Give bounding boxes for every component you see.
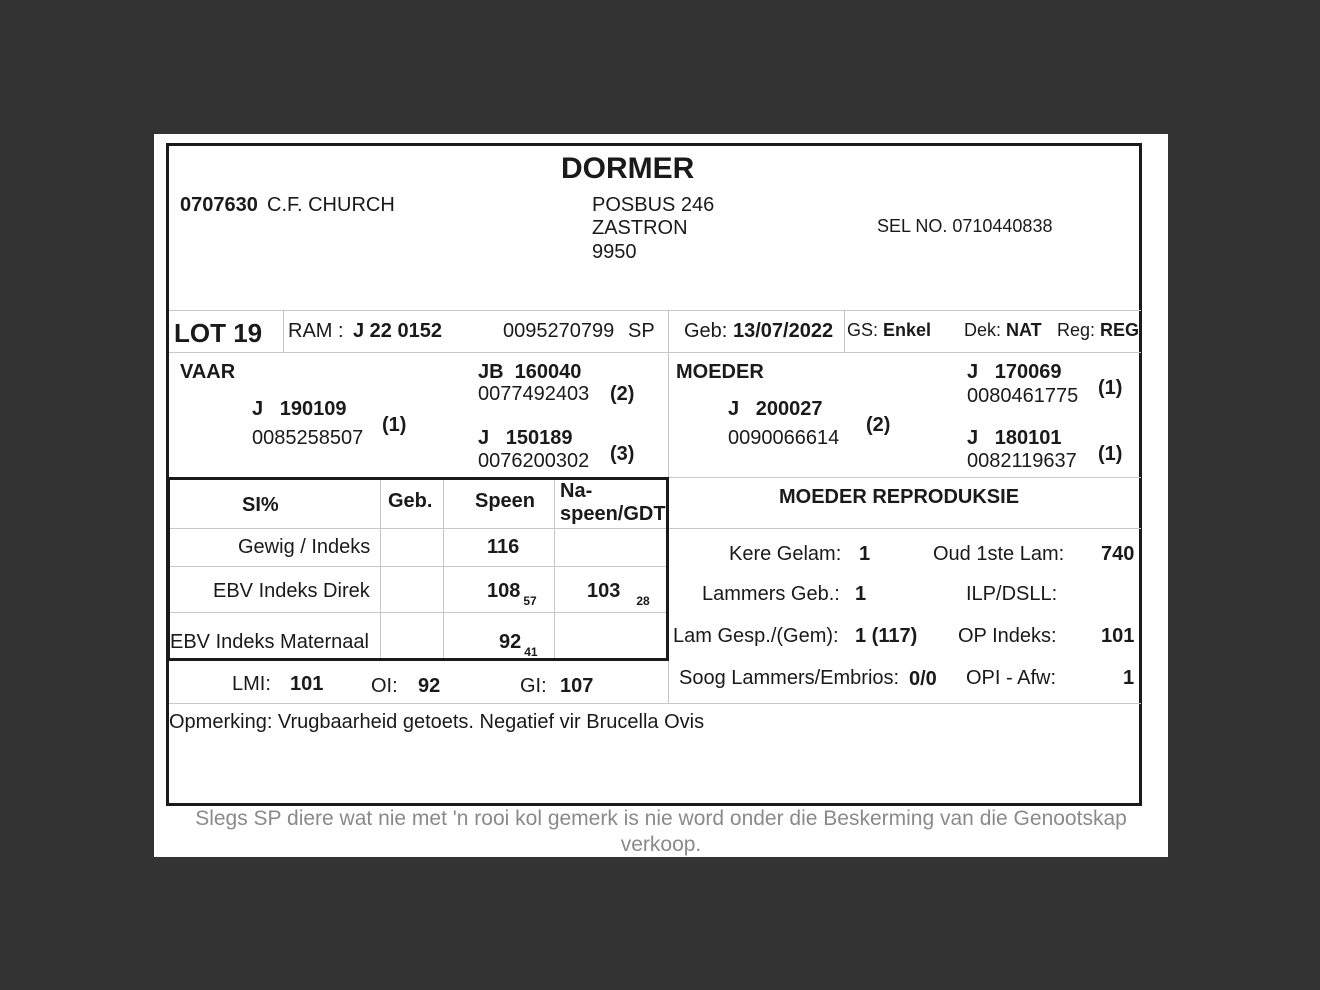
dam-count: (2) (866, 414, 891, 436)
grandsire-1-id: JB 160040 (478, 361, 582, 383)
sp-status: SP (628, 320, 655, 342)
gi-value: 107 (560, 675, 594, 697)
lmi-value: 101 (290, 673, 324, 695)
soog-lammers-value: 0/0 (909, 668, 937, 690)
grandsire-1-count: (2) (610, 383, 635, 405)
dam-id: J 200027 (728, 398, 823, 420)
oud-lam-value: 740 (1101, 543, 1135, 565)
ilp-dsll-label: ILP/DSLL: (966, 583, 1058, 605)
grandsire-2-code: 0076200302 (478, 450, 590, 472)
si-table-border (167, 658, 669, 661)
si-header: SI% (242, 494, 279, 516)
kere-gelam-label: Kere Gelam: (729, 543, 842, 565)
ram-label: RAM : (288, 320, 344, 342)
divider (554, 480, 555, 658)
granddam-2-id: J 180101 (967, 427, 1062, 449)
lot-card-frame (166, 143, 1142, 806)
op-indeks-value: 101 (1101, 625, 1135, 647)
divider (170, 612, 666, 613)
lam-gesp-value: 1 (117) (855, 625, 918, 647)
naspeen-header-line1: Na- (560, 480, 593, 502)
opi-afw-label: OPI - Afw: (966, 667, 1057, 689)
naspeen-header-line2: speen/GDT (560, 503, 666, 525)
lam-gesp-label: Lam Gesp./(Gem): (673, 625, 839, 647)
geb-header: Geb. (388, 490, 433, 512)
dek-value: NAT (1006, 320, 1042, 340)
lammers-geb-label: Lammers Geb.: (702, 583, 840, 605)
divider (668, 661, 669, 703)
si-table-border (666, 477, 669, 661)
divider (669, 528, 1141, 529)
ebv-maternaal-speen: 92 $_{41}$ (499, 631, 538, 659)
ram-code: 0095270799 (503, 320, 615, 342)
divider (170, 528, 666, 529)
address-line-2: ZASTRON (592, 217, 688, 239)
op-indeks-label: OP Indeks: (958, 625, 1057, 647)
dek-label: Dek: (964, 320, 1002, 340)
divider (669, 477, 1141, 478)
address-line-3: 9950 (592, 241, 637, 263)
gs-value: Enkel (883, 320, 932, 340)
ebv-direk-speen: 108 $_{57}$ (487, 580, 537, 608)
sire-heading: VAAR (180, 361, 236, 383)
granddam-2-count: (1) (1098, 443, 1123, 465)
sire-id: J 190109 (252, 398, 347, 420)
lot-label: LOT 19 (174, 318, 263, 348)
row-label-ebv-direk: EBV Indeks Direk (213, 580, 370, 602)
gs-label: GS: (847, 320, 879, 340)
gewig-speen: 116 (487, 536, 520, 558)
ram-id: J 22 0152 (353, 320, 442, 342)
divider (443, 480, 444, 658)
reg-value: REG (1100, 320, 1140, 340)
lmi-label: LMI: (232, 673, 271, 695)
ebv-direk-naspeen-accuracy: 28 (636, 594, 650, 608)
gi-label: GI: (520, 675, 547, 697)
kere-gelam-value: 1 (859, 543, 871, 565)
opi-afw-value: 1 (1123, 667, 1135, 689)
birth-date: 13/07/2022 (733, 320, 834, 342)
breeder-name: C.F. CHURCH (267, 194, 395, 216)
grandsire-2-id: J 150189 (478, 427, 573, 449)
oud-lam-label: Oud 1ste Lam: (933, 543, 1065, 565)
row-label-gewig: Gewig / Indeks (238, 536, 371, 558)
divider (668, 353, 669, 477)
dam-heading: MOEDER (676, 361, 764, 383)
oi-value: 92 (418, 675, 441, 697)
ebv-direk-speen-accuracy: 57 (523, 594, 537, 608)
reg-label: Reg: (1057, 320, 1096, 340)
si-table-border (167, 477, 669, 480)
divider (844, 311, 845, 352)
divider (169, 352, 1141, 353)
repro-title: MOEDER REPRODUKSIE (779, 486, 1020, 508)
birth-date-label: Geb: (684, 320, 728, 342)
sire-code: 0085258507 (252, 427, 364, 449)
divider (380, 480, 381, 658)
divider (169, 703, 1141, 704)
remark: Opmerking: Vrugbaarheid getoets. Negatief vir Brucella Ovis (169, 711, 705, 733)
divider (668, 311, 669, 352)
lammers-geb-value: 1 (855, 583, 867, 605)
breed-title: DORMER (561, 152, 695, 185)
granddam-2-code: 0082119637 (967, 450, 1077, 472)
ebv-direk-naspeen: 103 $_{28}$ (587, 580, 650, 608)
row-label-ebv-maternaal: EBV Indeks Maternaal (170, 631, 369, 653)
oi-label: OI: (371, 675, 398, 697)
speen-header: Speen (475, 490, 536, 512)
soog-lammers-label: Soog Lammers/Embrios: (679, 667, 900, 689)
granddam-1-count: (1) (1098, 377, 1123, 399)
grandsire-1-code: 0077492403 (478, 383, 590, 405)
divider (170, 566, 666, 567)
ebv-maternaal-speen-accuracy: 41 (524, 645, 538, 659)
sire-count: (1) (382, 414, 407, 436)
divider (283, 311, 284, 352)
address-line-1: POSBUS 246 (592, 194, 715, 216)
granddam-1-id: J 170069 (967, 361, 1062, 383)
grandsire-2-count: (3) (610, 443, 635, 465)
granddam-1-code: 0080461775 (967, 385, 1079, 407)
breeder-number: 0707630 (180, 194, 258, 216)
sel-number: SEL NO. 0710440838 (877, 216, 1053, 236)
dam-code: 0090066614 (728, 427, 840, 449)
footer-disclaimer: Slegs SP diere wat nie met 'n rooi kol gemerk is nie word onder die Beskerming van die Genootskap verkoop. (195, 807, 1127, 856)
divider (169, 310, 1141, 311)
